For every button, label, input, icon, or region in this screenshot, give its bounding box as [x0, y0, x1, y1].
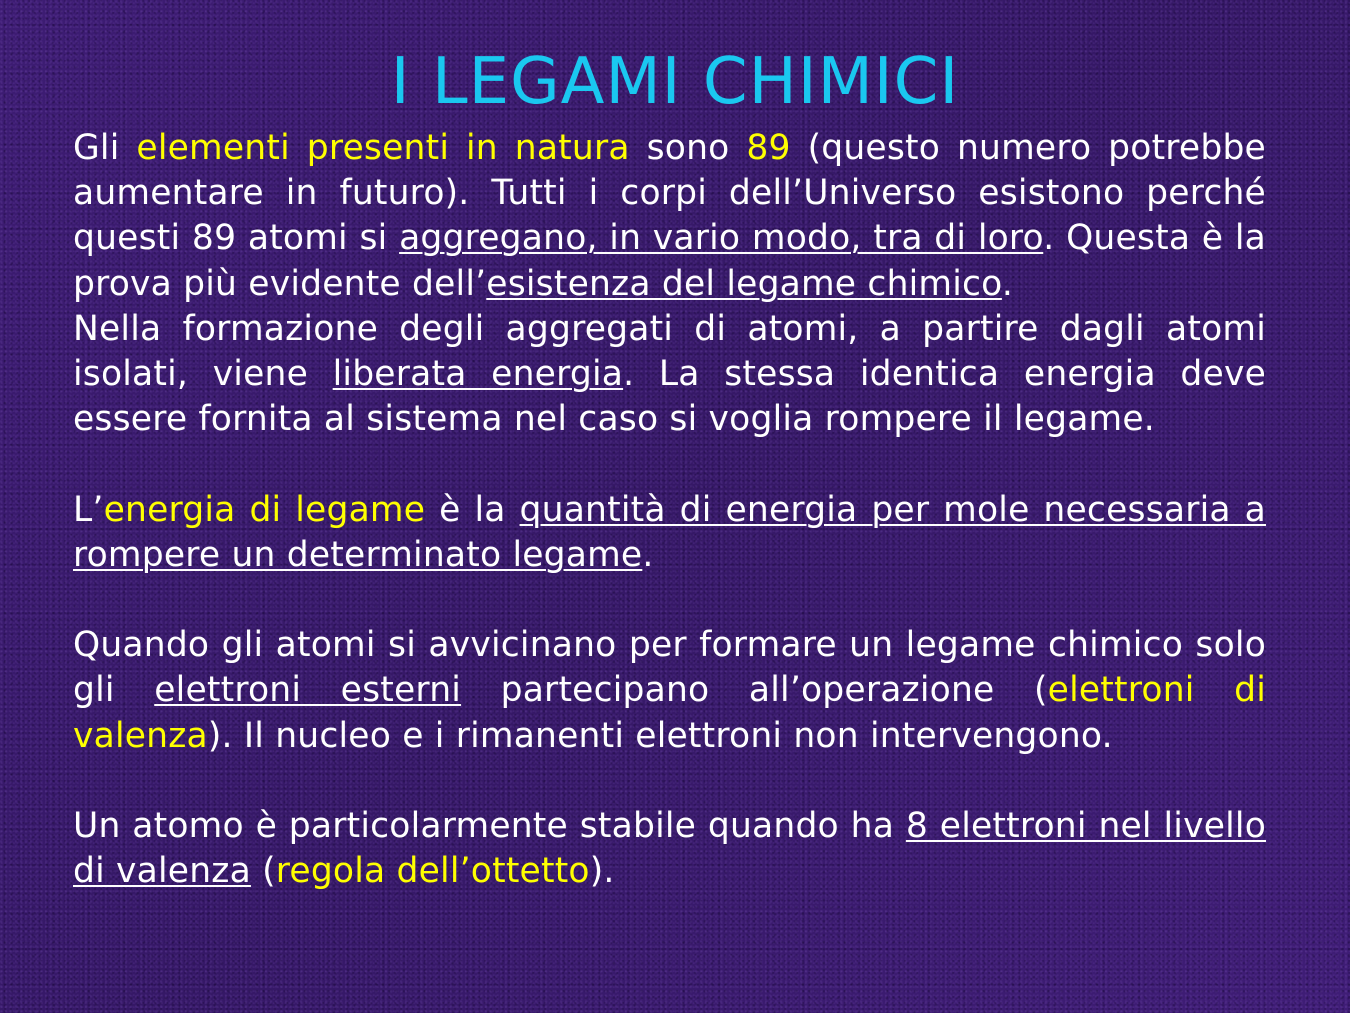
paragraph-bond-energy [73, 488, 1266, 578]
text-run: . [642, 534, 654, 575]
text-run: partecipano all’operazione ( [461, 670, 1048, 711]
text-run: ). [589, 851, 615, 892]
slide-body [73, 126, 1266, 894]
paragraph-energy-release [73, 307, 1266, 443]
text-run: ). Il nucleo e i rimanenti elettroni non intervengono. [207, 715, 1113, 756]
paragraph-octet-rule [73, 804, 1266, 894]
text-run: Un atomo è particolarmente stabile quando ha [73, 806, 906, 846]
text-run: . Questa è la prova più evidente dell’ [73, 218, 1267, 304]
paragraph-valence-electrons [73, 623, 1266, 759]
text-run: è la [425, 489, 520, 530]
slide-title: I LEGAMI CHIMICI [390, 45, 960, 119]
highlight-number-89: 89 [746, 128, 791, 168]
text-run: . La stessa identica energia deve essere fornita al sistema nel caso si voglia rompere il legame. [73, 354, 1266, 440]
underlined-released-energy: liberata energia [332, 354, 624, 395]
underlined-eight-electrons: 8 elettroni nel livello di valenza [73, 806, 1266, 892]
highlight-elements-in-nature: elementi presenti in natura [136, 128, 630, 168]
text-run: (questo numero potrebbe aumentare in futuro). Tutti i corpi dell’Universo esistono perché questi 89 atomi si [73, 128, 1266, 259]
underlined-energy-per-mole: quantità di energia per mole necessaria a rompere un determinato legame [73, 489, 1266, 575]
text-run: Quando gli atomi si avvicinano per formare un legame chimico solo gli [73, 625, 1266, 711]
highlight-bond-energy: energia di legame [103, 489, 426, 530]
underlined-chemical-bond-existence: esistenza del legame chimico [486, 263, 1002, 304]
text-run: sono [629, 128, 747, 168]
highlight-valence-electrons: elettroni di valenza [73, 670, 1266, 756]
text-run: ( [250, 851, 276, 892]
text-run: L’ [73, 489, 104, 530]
text-run: . [1001, 263, 1014, 304]
highlight-octet-rule: regola dell’ottetto [275, 851, 590, 892]
text-run: Nella formazione degli aggregati di atomi, a partire dagli atomi isolati, viene [73, 308, 1266, 395]
text-run: Gli [73, 128, 137, 168]
paragraph-elements [73, 126, 1266, 307]
underlined-aggregate: aggregano, in vario modo, tra di loro [399, 218, 1044, 259]
underlined-outer-electrons: elettroni esterni [154, 670, 462, 711]
